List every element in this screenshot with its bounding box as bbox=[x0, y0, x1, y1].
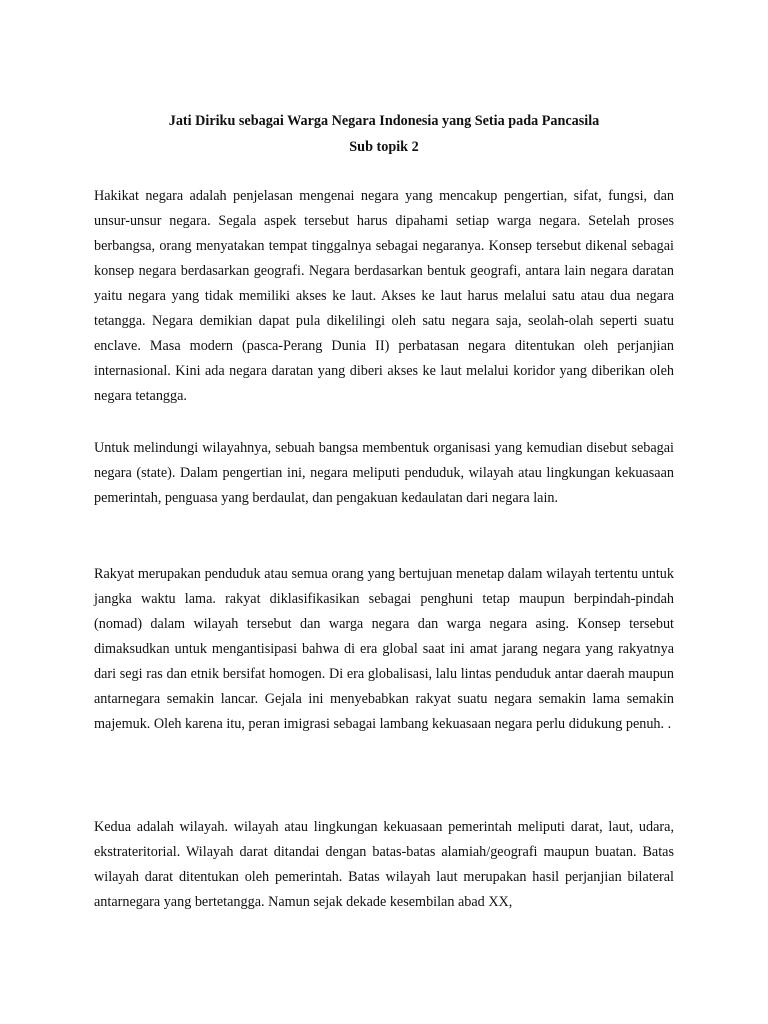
paragraph-wilayah: Kedua adalah wilayah. wilayah atau lingkungan kekuasaan pemerintah meliputi darat, laut, udara, ekstrateritorial. Wilayah darat ditandai dengan batas-batas alamiah/geografi maupun buatan. Batas wilayah darat ditentukan oleh pemerintah. Batas wilayah laut merupakan hasil perjanjian bilateral antarnegara yang bertetangga. Namun sejak dekade kesembilan abad XX, bbox=[94, 819, 674, 910]
paragraph-rakyat: Rakyat merupakan penduduk atau semua orang yang bertujuan menetap dalam wilayah tertentu untuk jangka waktu lama. rakyat diklasifikasikan sebagai penghuni tetap maupun berpindah-pindah (nomad) dalam wilayah tersebut dan warga negara dan warga negara asing. Konsep tersebut dimaksudkan untuk mengantisipasi bahwa di era global saat ini amat jarang negara yang rakyatnya dari segi ras dan etnik bersifat homogen. Di era globalisasi, lalu lintas penduduk antar daerah maupun antarnegara semakin lancar. Gejala ini menyebabkan rakyat suatu negara semakin lama semakin majemuk. Oleh karena itu, peran imigrasi sebagai lambang kekuasaan negara perlu didukung penuh. . bbox=[94, 566, 674, 732]
document-subtitle: Sub topik 2 bbox=[349, 139, 419, 155]
paragraph-hakikat-negara: Hakikat negara adalah penjelasan mengenai negara yang mencakup pengertian, sifat, fungsi, dan unsur-unsur negara. Segala aspek tersebut harus dipahami setiap warga negara. Setelah proses berbangsa, orang menyatakan tempat tinggalnya sebagai negaranya. Konsep tersebut dikenal sebagai konsep negara berdasarkan geografi. Negara berdasarkan bentuk geografi, antara lain negara daratan yaitu negara yang tidak memiliki akses ke laut. Akses ke laut harus melalui satu atau dua negara tetangga. Negara demikian dapat pula dikelilingi oleh satu negara saja, seolah-olah seperti suatu enclave. Masa modern (pasca-Perang Dunia II) perbatasan negara ditentukan oleh perjanjian internasional. Kini ada negara daratan yang diberi akses ke laut melalui koridor yang diberikan oleh negara tetangga. bbox=[94, 188, 674, 404]
paragraph-organisasi-negara: Untuk melindungi wilayahnya, sebuah bangsa membentuk organisasi yang kemudian disebut sebagai negara (state). Dalam pengertian ini, negara meliputi penduduk, wilayah atau lingkungan kekuasaan pemerintah, penguasa yang berdaulat, dan pengakuan kedaulatan dari negara lain. bbox=[94, 440, 674, 506]
document-title: Jati Diriku sebagai Warga Negara Indonesia yang Setia pada Pancasila bbox=[168, 113, 600, 129]
